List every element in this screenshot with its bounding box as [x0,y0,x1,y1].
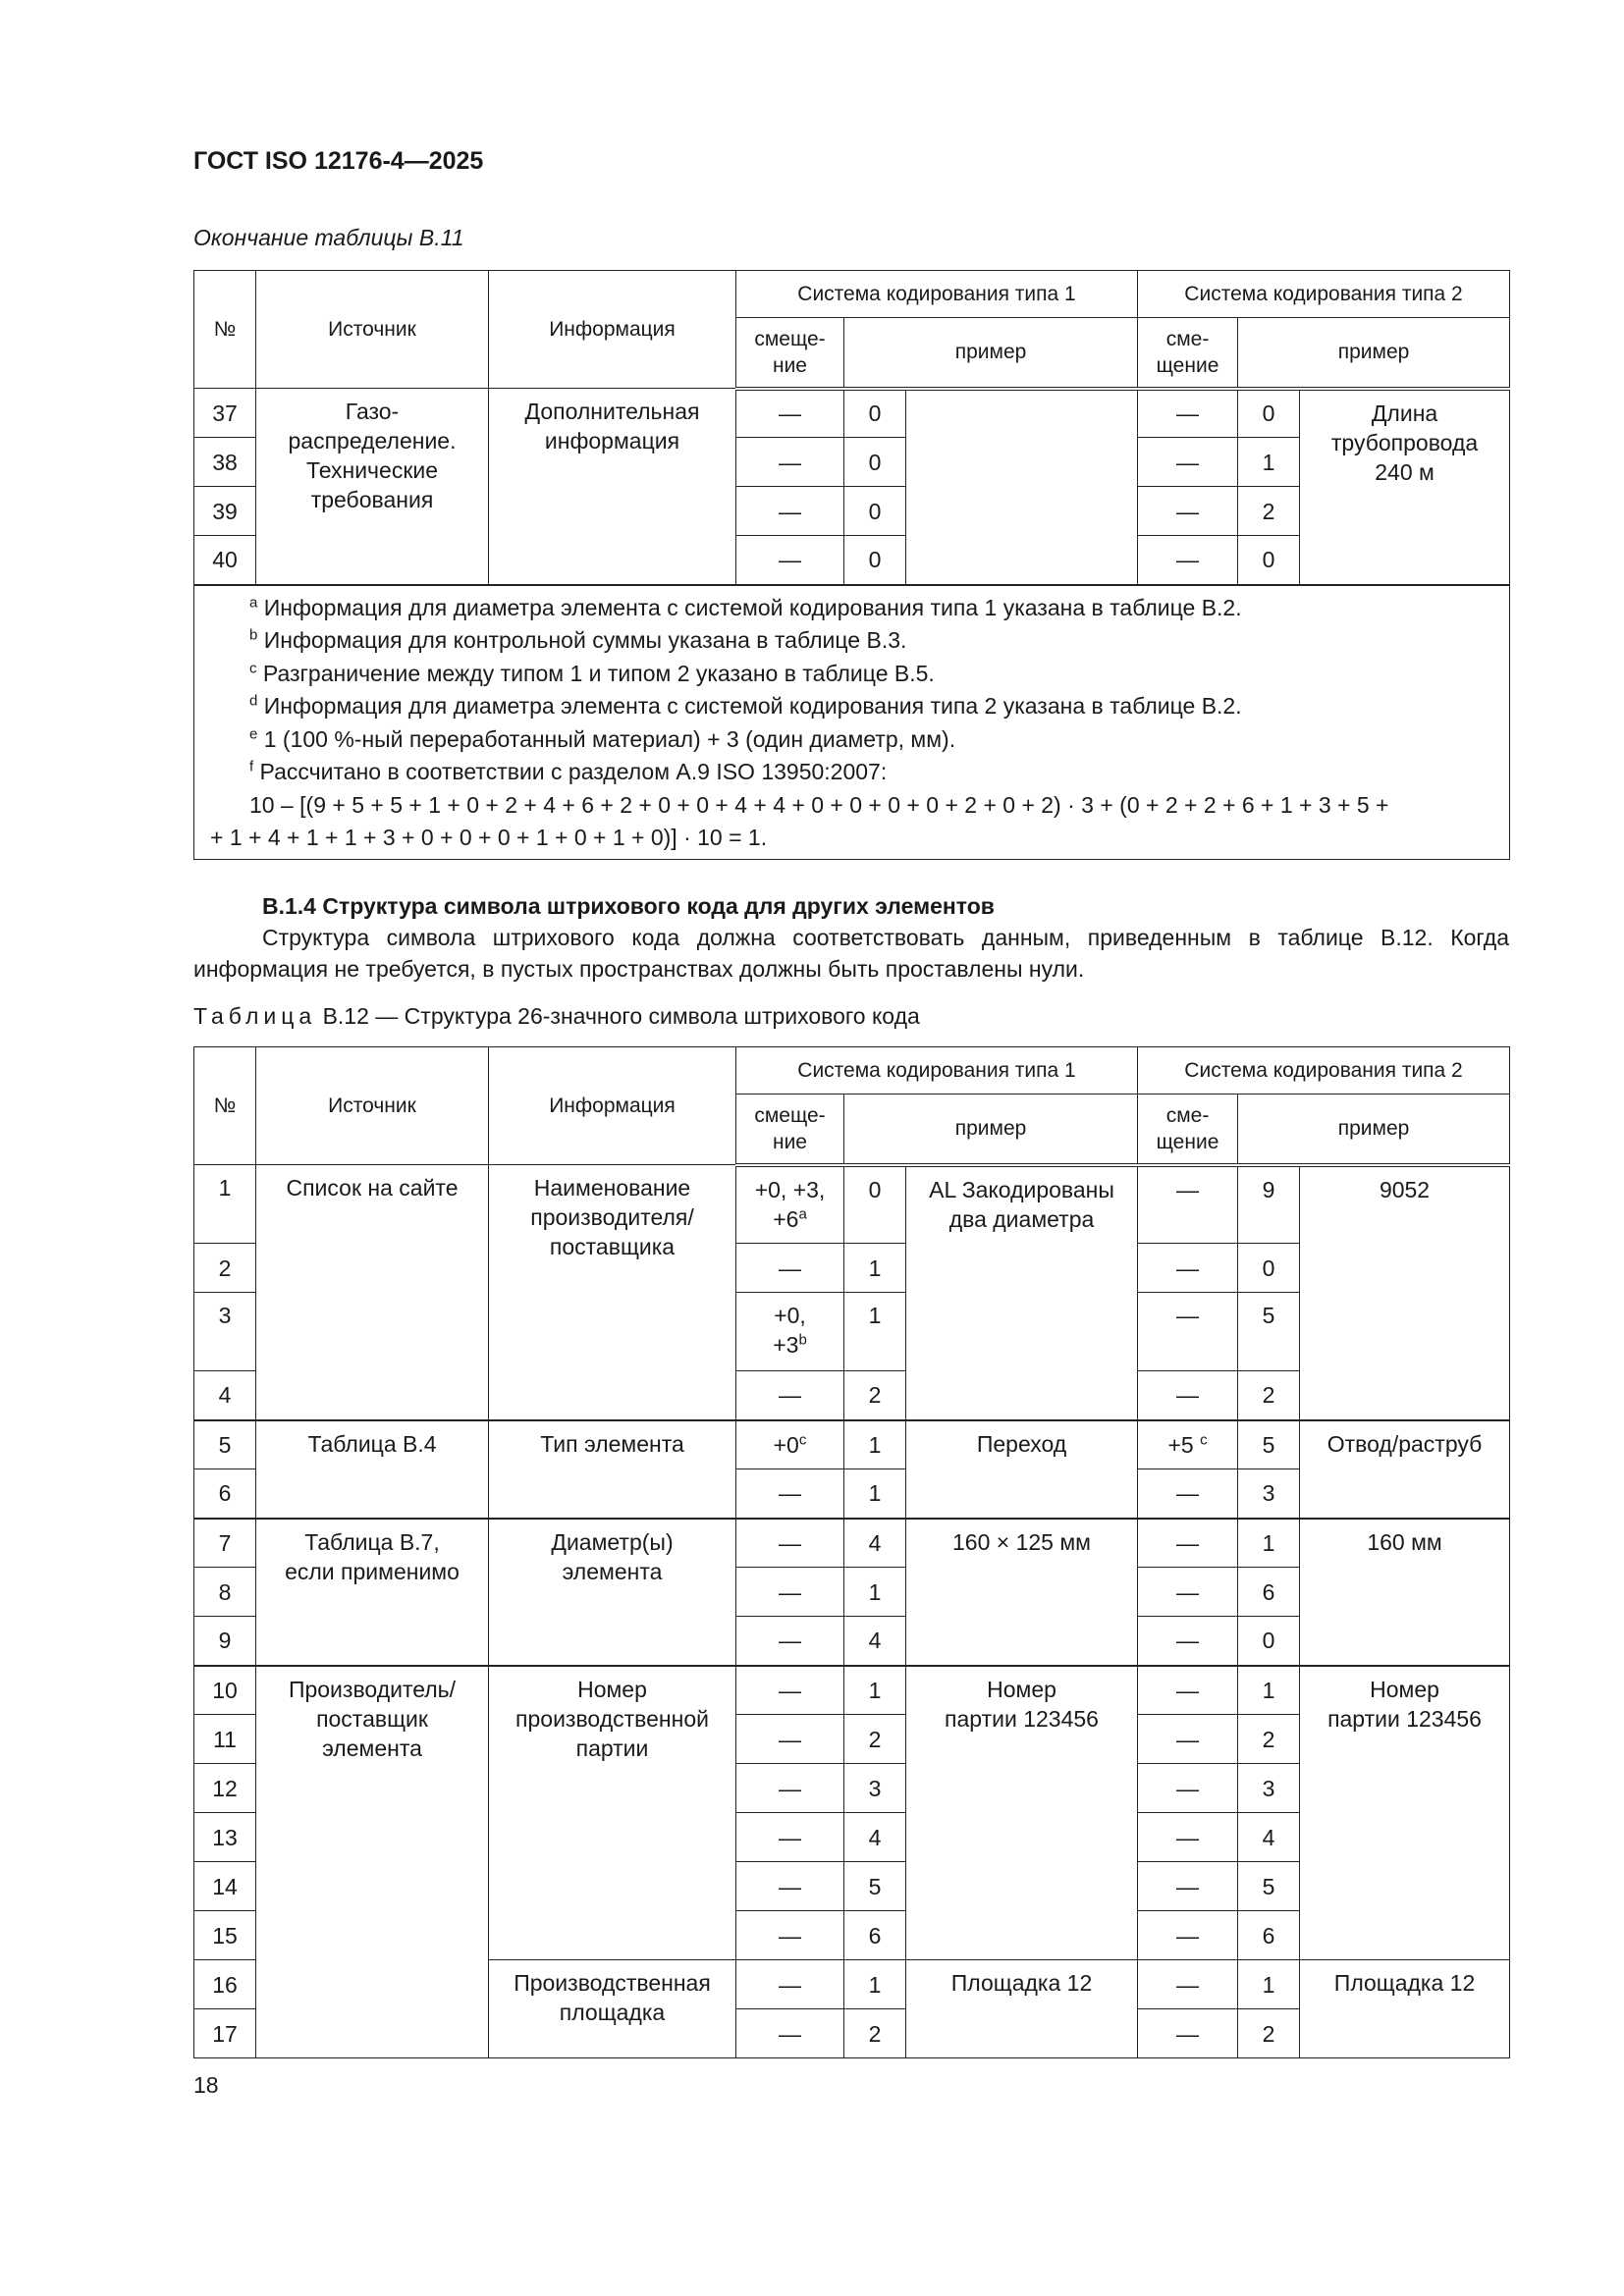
cell-offset1: — [736,1960,844,2009]
row-no: 12 [194,1764,256,1813]
cell-offset1: — [736,1469,844,1519]
cell-digit2: 0 [1238,1617,1300,1666]
cell-digit1: 2 [844,1715,906,1764]
cell-offset2: — [1138,2009,1238,2058]
cell-offset1: — [736,1666,844,1715]
cell-example2: Длина трубопровода 240 м [1300,389,1510,585]
cell-offset2: — [1138,1519,1238,1568]
footnote-f: $^f$ Рассчитано в соответствии с разделом А.9 ISO 13950:2007: [249,758,888,784]
col-example1: пример [844,318,1138,389]
cell-example2: 160 мм [1300,1519,1510,1666]
cell-offset1: — [736,487,844,536]
row-no: 39 [194,487,256,536]
cell-digit1: 0 [844,438,906,487]
row-no: 37 [194,389,256,438]
cell-offset1: — [736,389,844,438]
row-no: 16 [194,1960,256,2009]
cell-info: Наименование производителя/ поставщика [489,1165,736,1420]
cell-offset1: — [736,1764,844,1813]
footnote-c: $^c$ Разграничение между типом 1 и типом 2 указано в таблице В.5. [249,659,935,686]
cell-source: Таблица В.4 [256,1420,489,1519]
section-title: В.1.4 Структура символа штрихового кода для других элементов [262,893,995,919]
cell-offset2: — [1138,1764,1238,1813]
cell-digit2: 5 [1238,1862,1300,1911]
row-no: 9 [194,1617,256,1666]
cell-digit2: 3 [1238,1764,1300,1813]
footnote-a: $^a$ Информация для диаметра элемента с системой кодирования типа 1 указана в таблице В.2. [249,593,1242,620]
cell-example2: Площадка 12 [1300,1960,1510,2058]
col-info: Информация [489,271,736,389]
cell-offset1: +0, $+3^b$ [736,1293,844,1371]
cell-offset2: — [1138,1165,1238,1244]
cell-digit1: 2 [844,1371,906,1420]
cell-offset2: — [1138,1813,1238,1862]
cell-digit1: 1 [844,1244,906,1293]
row-no: 13 [194,1813,256,1862]
row-no: 1 [194,1165,256,1244]
cell-info: Дополнительная информация [489,389,736,585]
cell-offset2: — [1138,1244,1238,1293]
table-continuation-label: Окончание таблицы В.11 [193,225,464,250]
col-no: № [194,271,256,389]
cell-digit1: 0 [844,389,906,438]
cell-offset1: — [736,438,844,487]
cell-source: Таблица В.7, если применимо [256,1519,489,1666]
col-source: Источник [256,271,489,389]
row-no: 4 [194,1371,256,1420]
footnote-e: $^e$ 1 (100 %-ный переработанный материал) + 3 (один диаметр, мм). [249,724,956,752]
cell-info: Номер производственной партии [489,1666,736,1960]
cell-digit1: 1 [844,1293,906,1371]
cell-digit2: 6 [1238,1911,1300,1960]
cell-digit2: 1 [1238,1519,1300,1568]
cell-info: Тип элемента [489,1420,736,1519]
cell-digit2: 6 [1238,1568,1300,1617]
row-no: 7 [194,1519,256,1568]
col-offset1: смеще- ние [736,1095,844,1165]
col-offset2: сме- щение [1138,318,1238,389]
footnote-d: $^d$ Информация для диаметра элемента с системой кодирования типа 2 указана в таблице В.2. [249,692,1242,719]
cell-digit2: 0 [1238,536,1300,585]
cell-offset1: +0, +3, $+6^a$ [736,1165,844,1244]
section-paragraph: Структура символа штрихового кода должна соответствовать данным, приведенным в таблице В.12. Когда информация не требуется, в пустых пространствах должны быть проставлены нули. [193,925,1509,982]
cell-source: Производитель/ поставщик элемента [256,1666,489,2058]
cell-offset2: — [1138,1862,1238,1911]
cell-offset1: — [736,1617,844,1666]
cell-example1-empty [906,389,1138,585]
cell-digit1: 1 [844,1420,906,1469]
cell-digit1: 0 [844,536,906,585]
cell-digit2: 3 [1238,1469,1300,1519]
cell-digit2: 2 [1238,1371,1300,1420]
section-b14 [193,890,1509,985]
col-example2: пример [1238,318,1510,389]
cell-info: Диаметр(ы) элемента [489,1519,736,1666]
col-source: Источник [256,1047,489,1165]
cell-offset2: — [1138,438,1238,487]
cell-offset2: — [1138,1911,1238,1960]
table-b12 [193,1046,1510,2058]
row-no: 40 [194,536,256,585]
cell-digit2: 0 [1238,389,1300,438]
cell-example2: Отвод/раструб [1300,1420,1510,1519]
cell-example1: Номер партии 123456 [906,1666,1138,1960]
col-system1: Система кодирования типа 1 [736,271,1138,318]
row-no: 11 [194,1715,256,1764]
cell-offset1: — [736,1813,844,1862]
cell-source: Газо- распределение. Технические требования [256,389,489,585]
cell-example1: Площадка 12 [906,1960,1138,2058]
page-number: 18 [193,2072,219,2098]
row-no: 10 [194,1666,256,1715]
cell-offset1: — [736,1862,844,1911]
cell-offset1: — [736,1519,844,1568]
footnote-b: $^b$ Информация для контрольной суммы указана в таблице В.3. [249,626,907,653]
cell-digit2: 1 [1238,1960,1300,2009]
cell-digit1: 0 [844,1165,906,1244]
cell-offset2: — [1138,536,1238,585]
cell-offset2: — [1138,1293,1238,1371]
col-system2: Система кодирования типа 2 [1138,271,1510,318]
cell-offset2: — [1138,1715,1238,1764]
cell-offset1: $+0^c$ [736,1420,844,1469]
row-no: 38 [194,438,256,487]
cell-offset1: — [736,536,844,585]
cell-offset2: — [1138,1371,1238,1420]
cell-example1: AL Закодированы два диаметра [906,1165,1138,1420]
cell-digit2: 0 [1238,1244,1300,1293]
document-header: ГОСТ ISO 12176-4—2025 [193,147,484,175]
col-info: Информация [489,1047,736,1165]
col-example2: пример [1238,1095,1510,1165]
checksum-formula-line1: 10 – [(9 + 5 + 5 + 1 + 0 + 2 + 4 + 6 + 2 + 0 + 0 + 4 + 4 + 0 + 0 + 0 + 0 + 2 + 0 + 2) · 3 + (0 + 2 + 2 + 6 + 1 + 3 + 5 + [249,791,1389,818]
col-system2: Система кодирования типа 2 [1138,1047,1510,1095]
table-footnotes [194,585,1510,860]
cell-offset1: — [736,1911,844,1960]
cell-offset2: +5 $^c$ [1138,1420,1238,1469]
cell-offset2: — [1138,487,1238,536]
cell-digit1: 4 [844,1813,906,1862]
row-no: 14 [194,1862,256,1911]
cell-offset1: — [736,1568,844,1617]
cell-digit2: 5 [1238,1293,1300,1371]
table-b11 [193,270,1510,860]
cell-digit2: 2 [1238,2009,1300,2058]
row-no: 15 [194,1911,256,1960]
cell-offset2: — [1138,1469,1238,1519]
cell-offset1: — [736,1371,844,1420]
row-no: 5 [194,1420,256,1469]
cell-digit1: 1 [844,1960,906,2009]
cell-digit2: 1 [1238,1666,1300,1715]
cell-digit1: 1 [844,1469,906,1519]
cell-offset2: — [1138,1568,1238,1617]
cell-digit1: 1 [844,1666,906,1715]
row-no: 8 [194,1568,256,1617]
cell-example2: 9052 [1300,1165,1510,1420]
cell-digit1: 4 [844,1519,906,1568]
cell-digit1: 1 [844,1568,906,1617]
table-caption: Таблица В.12 — Структура 26-значного символа штрихового кода [193,1003,920,1029]
checksum-formula-line2: + 1 + 4 + 1 + 1 + 3 + 0 + 0 + 0 + 1 + 0 + 1 + 0)] · 10 = 1. [210,825,768,850]
cell-digit2: 5 [1238,1420,1300,1469]
cell-digit2: 2 [1238,487,1300,536]
cell-digit1: 6 [844,1911,906,1960]
col-offset2: сме- щение [1138,1095,1238,1165]
cell-offset2: — [1138,1960,1238,2009]
row-no: 2 [194,1244,256,1293]
cell-offset2: — [1138,389,1238,438]
col-offset1: смеще- ние [736,318,844,389]
cell-digit1: 5 [844,1862,906,1911]
row-no: 3 [194,1293,256,1371]
cell-example2: Номер партии 123456 [1300,1666,1510,1960]
col-no: № [194,1047,256,1165]
cell-digit2: 1 [1238,438,1300,487]
row-no: 6 [194,1469,256,1519]
cell-digit1: 4 [844,1617,906,1666]
cell-offset2: — [1138,1617,1238,1666]
cell-info: Производственная площадка [489,1960,736,2058]
cell-offset2: — [1138,1666,1238,1715]
cell-offset1: — [736,1244,844,1293]
cell-example1: Переход [906,1420,1138,1519]
row-no: 17 [194,2009,256,2058]
cell-digit1: 3 [844,1764,906,1813]
cell-digit1: 2 [844,2009,906,2058]
cell-digit1: 0 [844,487,906,536]
col-system1: Система кодирования типа 1 [736,1047,1138,1095]
cell-source: Список на сайте [256,1165,489,1420]
cell-offset1: — [736,2009,844,2058]
cell-offset1: — [736,1715,844,1764]
cell-digit2: 9 [1238,1165,1300,1244]
cell-example1: 160 × 125 мм [906,1519,1138,1666]
cell-digit2: 4 [1238,1813,1300,1862]
col-example1: пример [844,1095,1138,1165]
cell-digit2: 2 [1238,1715,1300,1764]
